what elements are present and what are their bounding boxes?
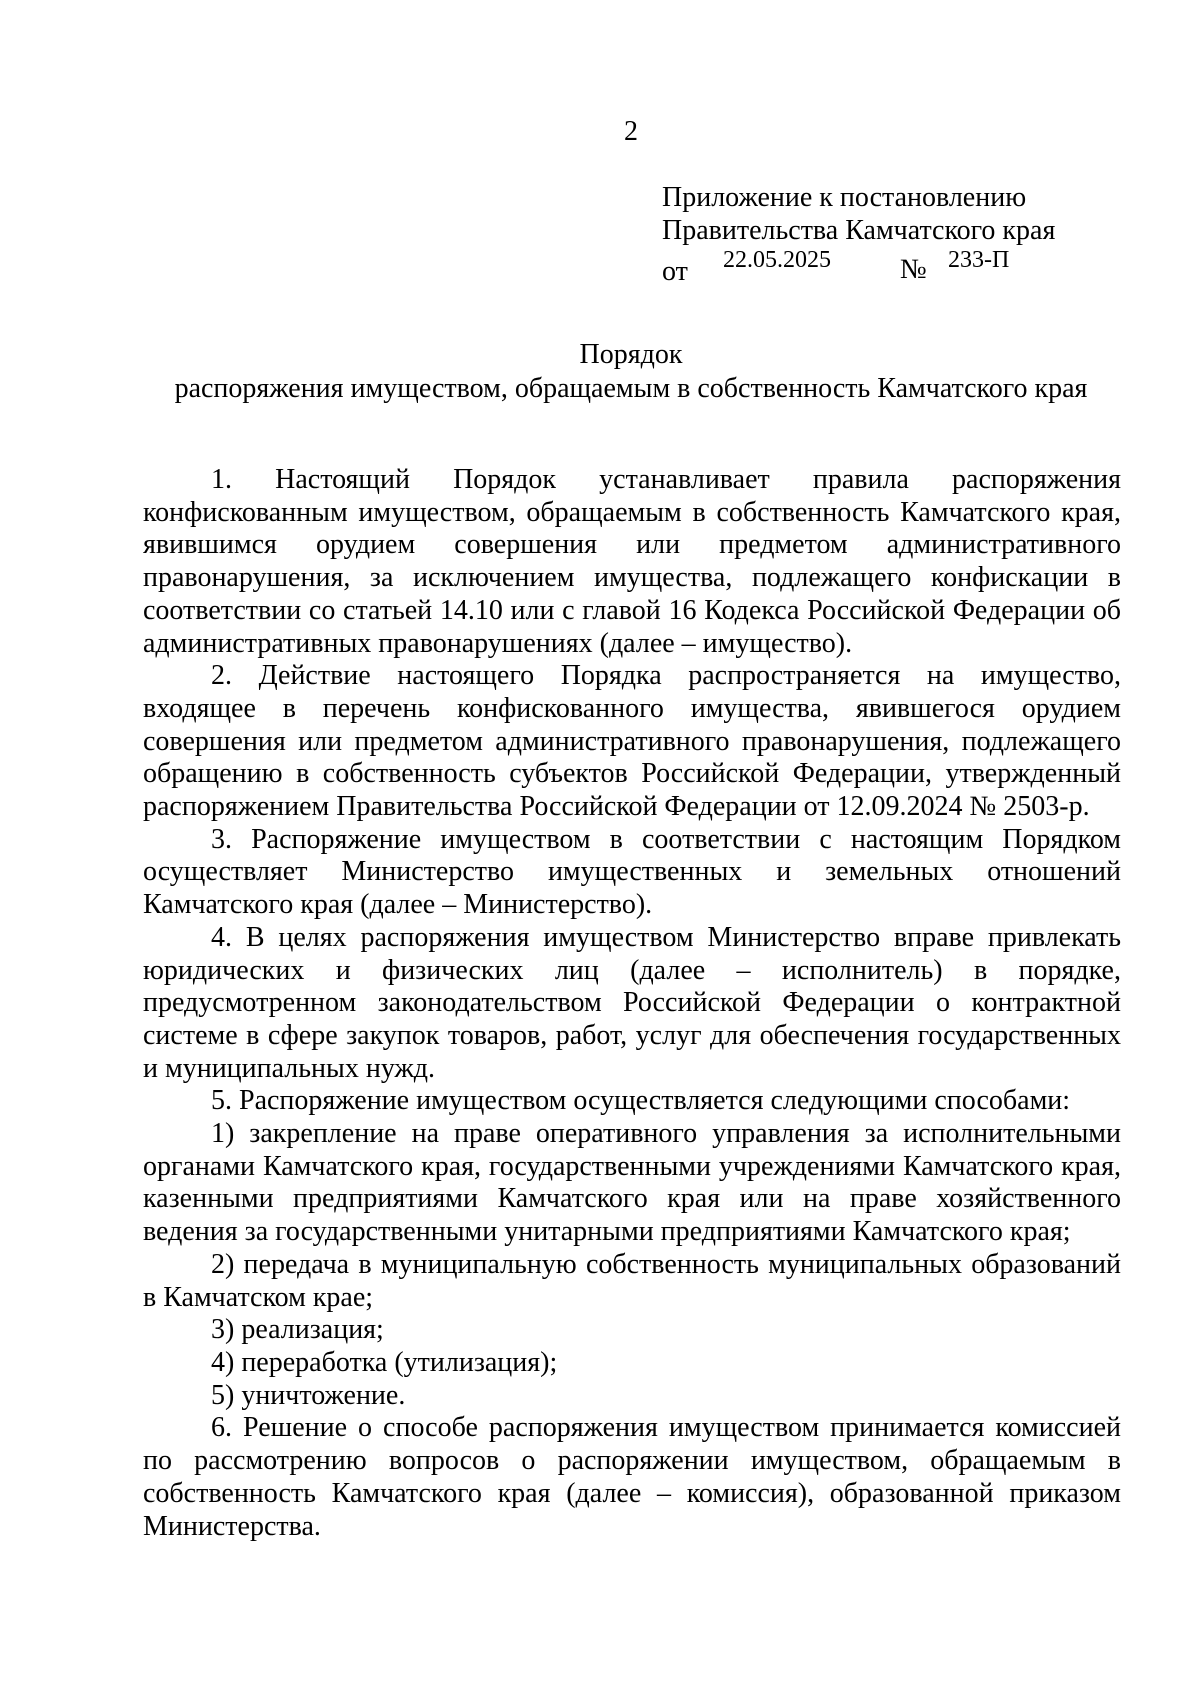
from-label: от — [662, 256, 688, 287]
paragraph-6: 6. Решение о способе распоряжения имуществом принимается комиссией по рассмотрению вопросов о распоряжении имуществом, обращаемым в собственность Камчатского края (далее – комиссия), образованной приказом Министерства. — [143, 1412, 1121, 1542]
resolution-number: 233-П — [948, 247, 1010, 273]
number-sign: № — [900, 254, 927, 285]
document-title — [150, 338, 1112, 406]
appendix-header — [662, 181, 1055, 287]
paragraph-3: 3. Распоряжение имуществом в соответствии с настоящим Порядком осуществляет Министерство имущественных и земельных отношений Камчатского края (далее – Министерство). — [143, 823, 1121, 921]
title-line-2: распоряжения имуществом, обращаемым в собственность Камчатского края — [174, 373, 1088, 404]
list-item-4: 4) переработка (утилизация); — [211, 1346, 558, 1378]
appendix-line-2: Правительства Камчатского края — [662, 215, 1056, 246]
resolution-meta — [662, 247, 1055, 287]
page-number: 2 — [624, 116, 638, 147]
paragraph-4: 4. В целях распоряжения имуществом Министерство вправе привлекать юридических и физических лиц (далее – исполнитель) в порядке, предусмотренном законодательством Российской Федерации о контрактной системе в сфере закупок товаров, работ, услуг для обеспечения государственных и муниципальных нужд. — [143, 921, 1121, 1084]
list-item-1: 1) закрепление на праве оперативного управления за исполнительными органами Камчатского края, государственными учреждениями Камчатского края, казенными предприятиями Камчатского края или на праве хозяйственного ведения за государственными унитарными предприятиями Камчатского края; — [143, 1118, 1121, 1248]
paragraph-5: 5. Распоряжение имуществом осуществляется следующими способами: — [211, 1085, 1071, 1117]
resolution-date: 22.05.2025 — [723, 247, 831, 273]
paragraph-2: 2. Действие настоящего Порядка распространяется на имущество, входящее в перечень конфискованного имущества, явившегося орудием совершения или предметом административного правонарушения, подлежащего обращению в собственность субъектов Российской Федерации, утвержденный распоряжением Правительства Российской Федерации от 12.09.2024 № 2503-р. — [143, 660, 1121, 823]
title-line-1: Порядок — [579, 339, 683, 370]
document-body — [143, 464, 1121, 1543]
list-item-3: 3) реализация; — [211, 1314, 384, 1346]
paragraph-1: 1. Настоящий Порядок устанавливает правила распоряжения конфискованным имуществом, обращаемым в собственность Камчатского края, явившимся орудием совершения или предметом административного правонарушения, за исключением имущества, подлежащего конфискации в соответствии со статьей 14.10 или с главой 16 Кодекса Российской Федерации об административных правонарушениях (далее – имущество). — [143, 464, 1121, 659]
appendix-line-1: Приложение к постановлению — [662, 182, 1027, 213]
list-item-5: 5) уничтожение. — [211, 1379, 406, 1411]
list-item-2: 2) передача в муниципальную собственность муниципальных образований в Камчатском крае; — [143, 1248, 1121, 1313]
